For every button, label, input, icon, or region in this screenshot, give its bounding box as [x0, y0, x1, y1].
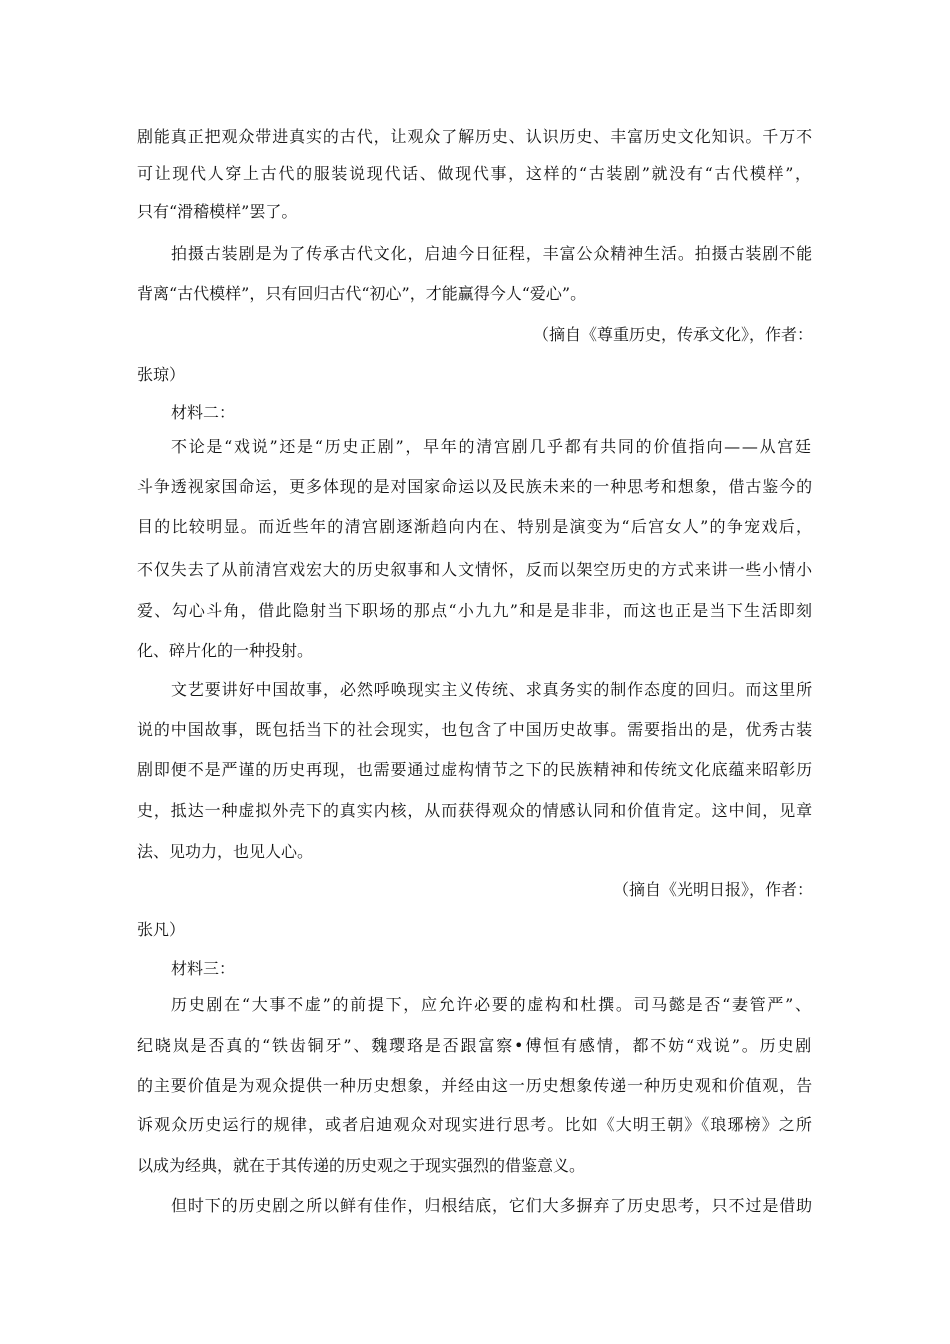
- text-line: 以成为经典，就在于其传递的历史观之于现实强烈的借鉴意义。: [137, 1156, 586, 1175]
- paragraph-start: 但时下的历史剧之所以鲜有佳作，归根结底，它们大多摒弃了历史思考，只不过是借助: [171, 1196, 814, 1215]
- text-line: 史，抵达一种虚拟外壳下的真实内核，从而获得观众的情感认同和价值肯定。这中间，见章: [137, 801, 814, 820]
- text-line: 纪晓岚是否真的“铁齿铜牙”、魏璎珞是否跟富察•傅恒有感情，都不妨“戏说”。历史剧: [137, 1036, 814, 1055]
- text-line: 不仅失去了从前清宫戏宏大的历史叙事和人文情怀，反而以架空历史的方式来讲一些小情小: [137, 560, 814, 579]
- author-name: 张琼）: [137, 365, 186, 384]
- text-line: 剧能真正把观众带进真实的古代，让观众了解历史、认识历史、丰富历史文化知识。千万不: [137, 127, 814, 146]
- text-line: 可让现代人穿上古代的服装说现代话、做现代事，这样的“古装剧”就没有“古代模样”，: [137, 164, 813, 183]
- paragraph-start: 历史剧在“大事不虚”的前提下，应允许必要的虚构和杜撰。司马懿是否“妻管严”、: [171, 995, 813, 1014]
- paragraph-start: 文艺要讲好中国故事，必然呼唤现实主义传统、求真务实的制作态度的回归。而这里所: [171, 680, 814, 699]
- text-line: 斗争透视家国命运，更多体现的是对国家命运以及民族未来的一种思考和想象，借古鉴今的: [137, 477, 814, 496]
- text-line: 爱、勾心斗角，借此隐射当下职场的那点“小九九”和是是非非，而这也正是当下生活即刻: [137, 601, 814, 620]
- author-name: 张凡）: [137, 920, 186, 939]
- text-line: 目的比较明显。而近些年的清宫剧逐渐趋向内在、特别是演变为“后宫女人”的争宠戏后，: [137, 517, 814, 536]
- paragraph-start: 拍摄古装剧是为了传承古代文化，启迪今日征程，丰富公众精神生活。拍摄古装剧不能: [171, 244, 814, 263]
- text-line: 背离“古代模样”，只有回归古代“初心”，才能赢得今人“爱心”。: [137, 284, 587, 303]
- text-line: 的主要价值是为观众提供一种历史想象，并经由这一历史想象传递一种历史观和价值观，告: [137, 1076, 814, 1095]
- text-line: 只有“滑稽模样”罢了。: [137, 202, 298, 221]
- section-heading: 材料三：: [171, 959, 236, 978]
- text-line: 诉观众历史运行的规律，或者启迪观众对现实进行思考。比如《大明王朝》《琅琊榜》之所: [137, 1115, 814, 1134]
- section-heading: 材料二：: [171, 403, 236, 422]
- paragraph-start: 不论是“戏说”还是“历史正剧”，早年的清宫剧几乎都有共同的价值指向——从宫廷: [171, 437, 813, 456]
- source-citation: （摘自《尊重历史，传承文化》，作者：: [532, 325, 813, 344]
- text-line: 剧即便不是严谨的历史再现，也需要通过虚构情节之下的民族精神和传统文化底蕴来昭彰历: [137, 760, 814, 779]
- source-citation: （摘自《光明日报》，作者：: [612, 880, 813, 899]
- text-line: 说的中国故事，既包括当下的社会现实，也包含了中国历史故事。需要指出的是，优秀古装: [137, 720, 814, 739]
- text-line: 法、见功力，也见人心。: [137, 842, 314, 861]
- text-line: 化、碎片化的一种投射。: [137, 641, 314, 660]
